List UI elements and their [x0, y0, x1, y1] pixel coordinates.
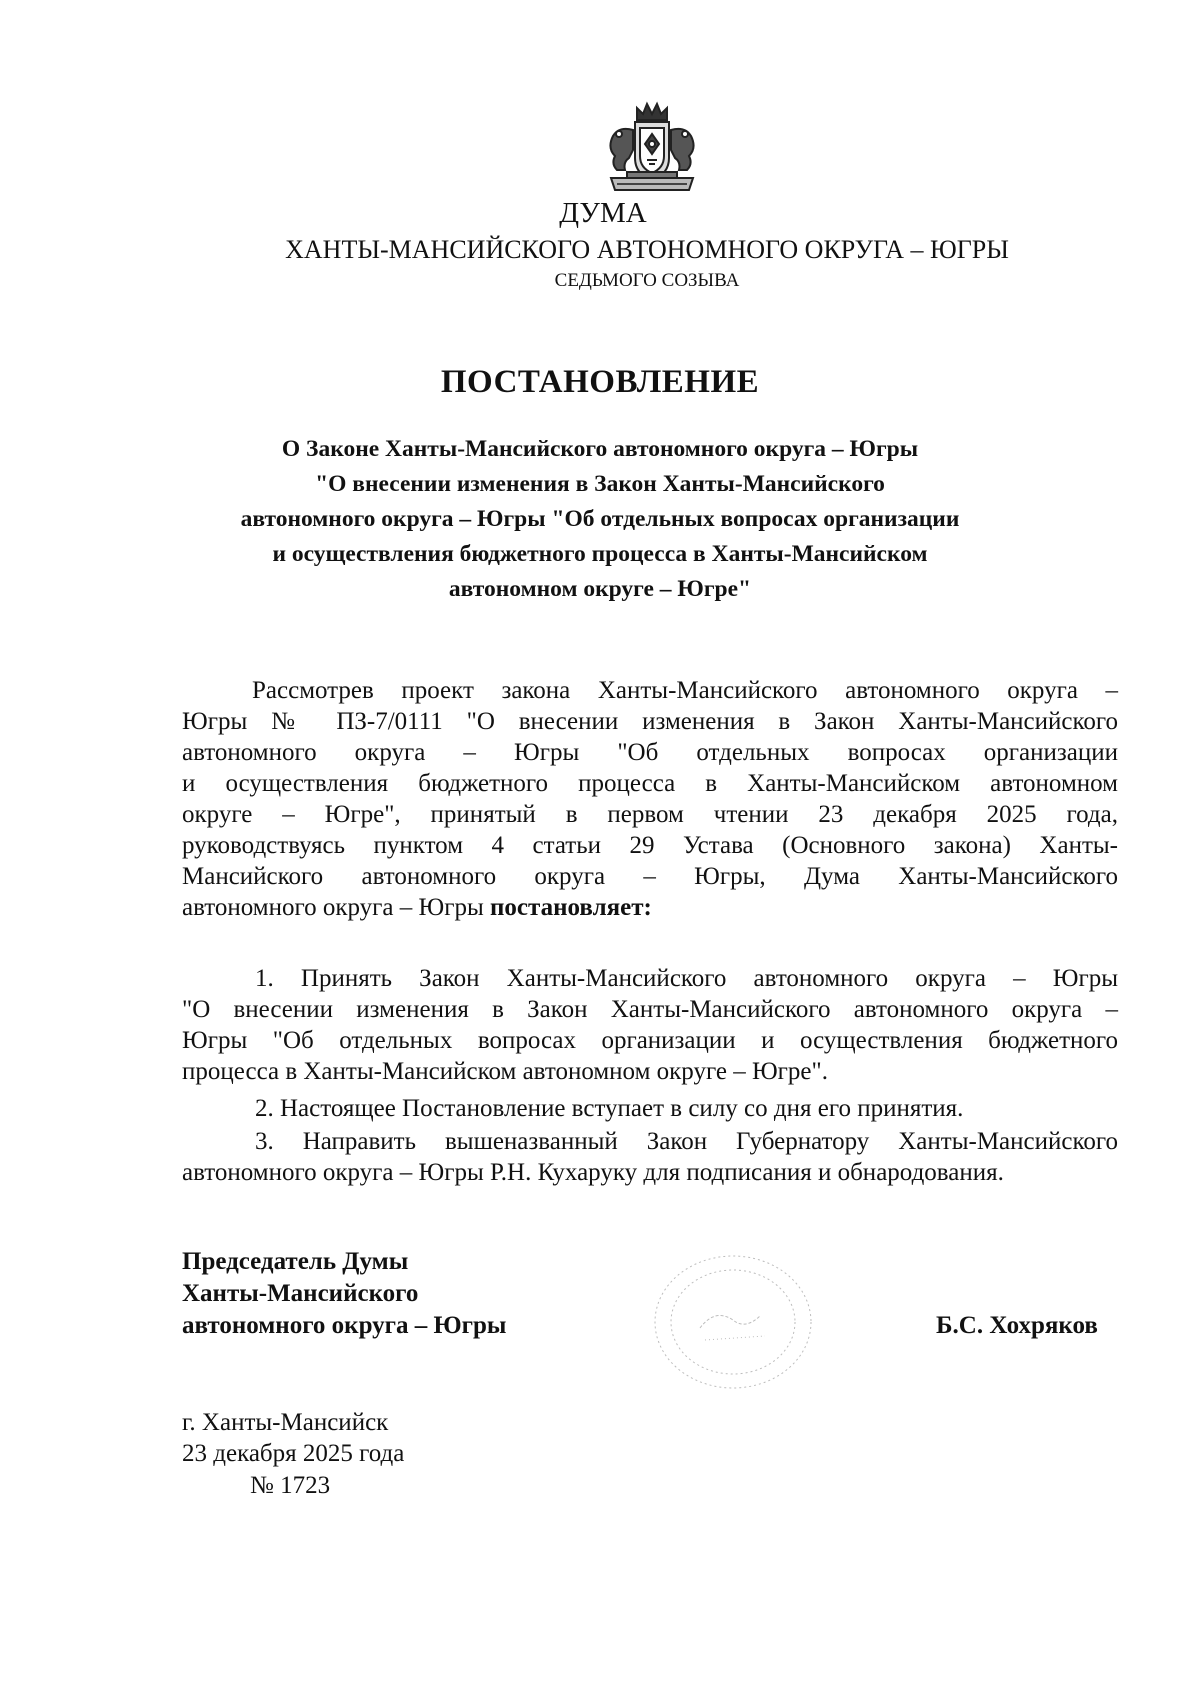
document-type-title: ПОСТАНОВЛЕНИЕ [440, 364, 760, 400]
document-number: № 1723 [250, 1472, 331, 1499]
item-1-line: "О внесении изменения в Закон Ханты-Мансийского автономного округа – [182, 996, 1118, 1023]
khmao-coat-of-arms-icon [597, 100, 707, 200]
preamble-last-line [182, 893, 1118, 923]
signatory-position-line: автономного округа – Югры [182, 1312, 507, 1339]
preamble-last-text: автономного округа – Югры [182, 894, 484, 921]
item-1-line: процесса в Ханты-Мансийском автономном округе – Югре". [182, 1058, 828, 1085]
issue-place: г. Ханты-Мансийск [182, 1409, 389, 1436]
subject-title-line: "О внесении изменения в Закон Ханты-Мансийского [315, 471, 885, 497]
subject-title-line: автономном округе – Югре" [448, 576, 752, 602]
faint-stamp-icon [645, 1250, 815, 1395]
duma-heading: ДУМА [559, 197, 647, 229]
subject-title-line: автономного округа – Югры "Об отдельных вопросах организации [240, 506, 960, 532]
issue-date: 23 декабря 2025 года [182, 1440, 405, 1467]
item-3-line: автономного округа – Югры Р.Н. Кухаруку для подписания и обнародования. [182, 1159, 1004, 1186]
preamble-line: Югры № ПЗ-7/0111 "О внесении изменения в Закон Ханты-Мансийского [182, 708, 1118, 735]
item-1-line: 1. Принять Закон Ханты-Мансийского автономного округа – Югры [255, 965, 1118, 992]
preamble-line: Мансийского автономного округа – Югры, Дума Ханты-Мансийского [182, 863, 1118, 890]
item-3-line: 3. Направить вышеназванный Закон Губернатору Ханты-Мансийского [255, 1128, 1118, 1155]
signatory-position-line: Председатель Думы [182, 1248, 409, 1275]
preamble-line: и осуществления бюджетного процесса в Ханты-Мансийском автономном [182, 770, 1118, 797]
preamble-line: руководствуясь пунктом 4 статьи 29 Устава (Основного закона) Ханты- [182, 832, 1118, 859]
item-2: 2. Настоящее Постановление вступает в силу со дня его принятия. [255, 1095, 964, 1122]
signatory-name: Б.С. Хохряков [936, 1312, 1098, 1339]
item-1-line: Югры "Об отдельных вопросах организации и осуществления бюджетного [182, 1027, 1118, 1054]
subject-title-line: и осуществления бюджетного процесса в Ханты-Мансийском [272, 541, 928, 567]
decision-verb: постановляет: [490, 894, 652, 921]
region-heading: ХАНТЫ-МАНСИЙСКОГО АВТОНОМНОГО ОКРУГА – ЮГРЫ [285, 235, 1009, 264]
preamble-line: Рассмотрев проект закона Ханты-Мансийского автономного округа – [252, 677, 1118, 704]
preamble-line: округе – Югре", принятый в первом чтении 23 декабря 2025 года, [182, 801, 1118, 828]
subject-title-line: О Законе Ханты-Мансийского автономного округа – Югры [281, 436, 919, 462]
convocation-heading: СЕДЬМОГО СОЗЫВА [554, 270, 740, 291]
preamble-line: автономного округа – Югры "Об отдельных вопросах организации [182, 739, 1118, 766]
signatory-position-line: Ханты-Мансийского [182, 1280, 419, 1307]
